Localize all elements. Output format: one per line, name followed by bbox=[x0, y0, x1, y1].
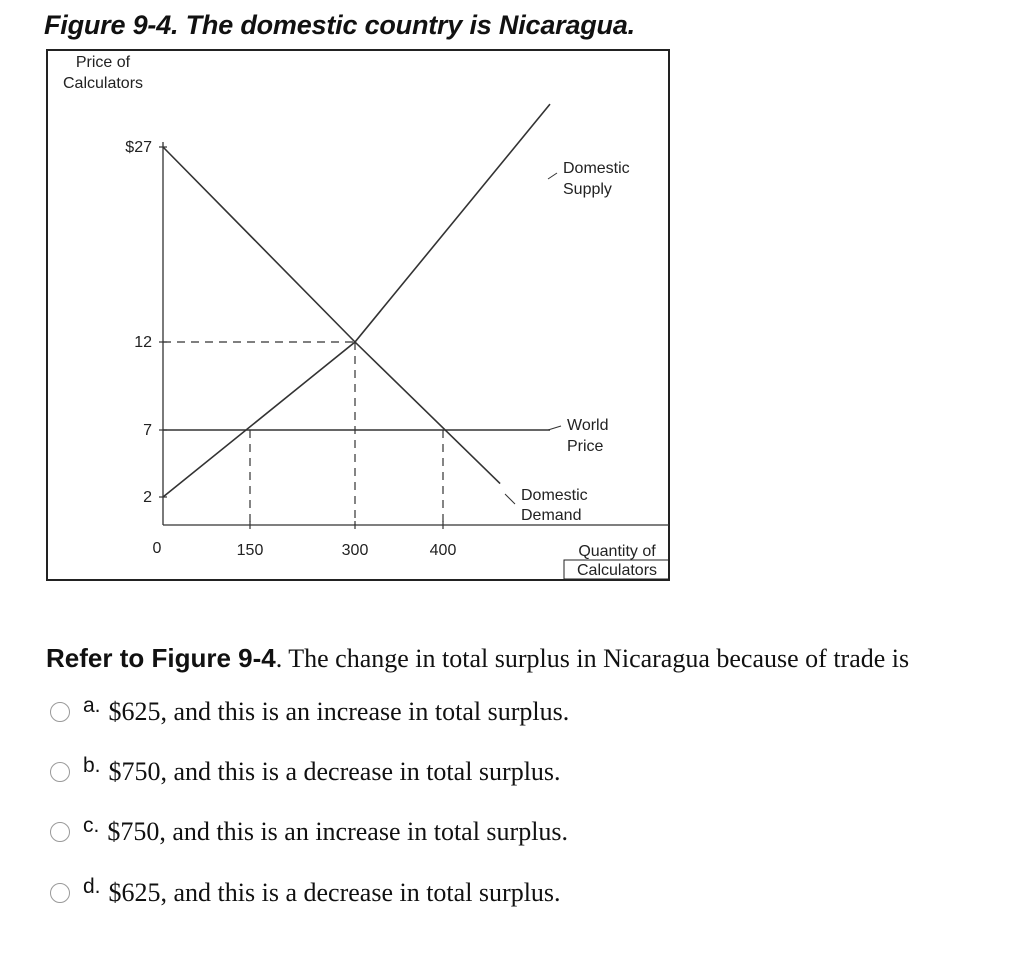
radio-circle-icon[interactable] bbox=[50, 702, 70, 722]
x-tick-label: 300 bbox=[341, 542, 369, 559]
x-tick-label: 150 bbox=[236, 542, 264, 559]
domestic-supply-line bbox=[163, 104, 550, 497]
option-letter: d. bbox=[83, 875, 101, 898]
question-text bbox=[46, 643, 909, 674]
x-axis-title-line2: Calculators bbox=[576, 562, 658, 579]
radio-circle-icon[interactable] bbox=[50, 762, 70, 782]
y-tick-label: 12 bbox=[134, 334, 152, 351]
figure-title: Figure 9-4. The domestic country is Nicaragua. bbox=[44, 10, 635, 40]
y-axis-title-line1: Price of bbox=[75, 54, 131, 71]
question-reference: Refer to Figure 9-4 bbox=[46, 643, 276, 673]
world-price-label-leader bbox=[548, 426, 561, 430]
y-tick-label: 7 bbox=[143, 422, 152, 439]
domestic-supply-label-line1: Domestic bbox=[563, 160, 630, 177]
chart-container bbox=[0, 0, 700, 600]
option-text: $625, and this is an increase in total surplus. bbox=[108, 697, 570, 726]
world-price-label-line1: World bbox=[567, 417, 609, 434]
option-text: $625, and this is a decrease in total surplus. bbox=[108, 878, 561, 907]
domestic-supply-label-line2: Supply bbox=[563, 181, 612, 198]
radio-circle-icon[interactable] bbox=[50, 822, 70, 842]
x-tick-label: 400 bbox=[429, 542, 457, 559]
option-c[interactable] bbox=[50, 815, 568, 849]
option-text: $750, and this is an increase in total surplus. bbox=[107, 817, 569, 846]
domestic-demand-label-line1: Domestic bbox=[521, 487, 588, 504]
option-b[interactable] bbox=[50, 755, 561, 789]
option-text: $750, and this is a decrease in total surplus. bbox=[108, 757, 561, 786]
option-d[interactable] bbox=[50, 876, 561, 910]
domestic-demand-label-line2: Demand bbox=[521, 507, 582, 524]
domestic-demand-line bbox=[163, 147, 500, 484]
x-axis-title-line1: Quantity of bbox=[578, 543, 656, 560]
radio-circle-icon[interactable] bbox=[50, 883, 70, 903]
world-price-label-line2: Price bbox=[567, 438, 604, 455]
y-tick-label: $27 bbox=[125, 139, 152, 156]
question-stem: . The change in total surplus in Nicaragua because of trade is bbox=[275, 644, 910, 673]
option-letter: c. bbox=[83, 814, 100, 837]
supply-demand-chart bbox=[0, 0, 700, 600]
y-tick-label: 2 bbox=[143, 489, 152, 506]
option-letter: a. bbox=[83, 694, 101, 717]
option-a[interactable] bbox=[50, 695, 569, 729]
y-axis-title-line2: Calculators bbox=[62, 75, 144, 92]
origin-label: 0 bbox=[152, 540, 162, 557]
option-letter: b. bbox=[83, 754, 101, 777]
domestic-demand-label-leader bbox=[505, 494, 515, 504]
domestic-supply-label-leader bbox=[548, 173, 557, 179]
